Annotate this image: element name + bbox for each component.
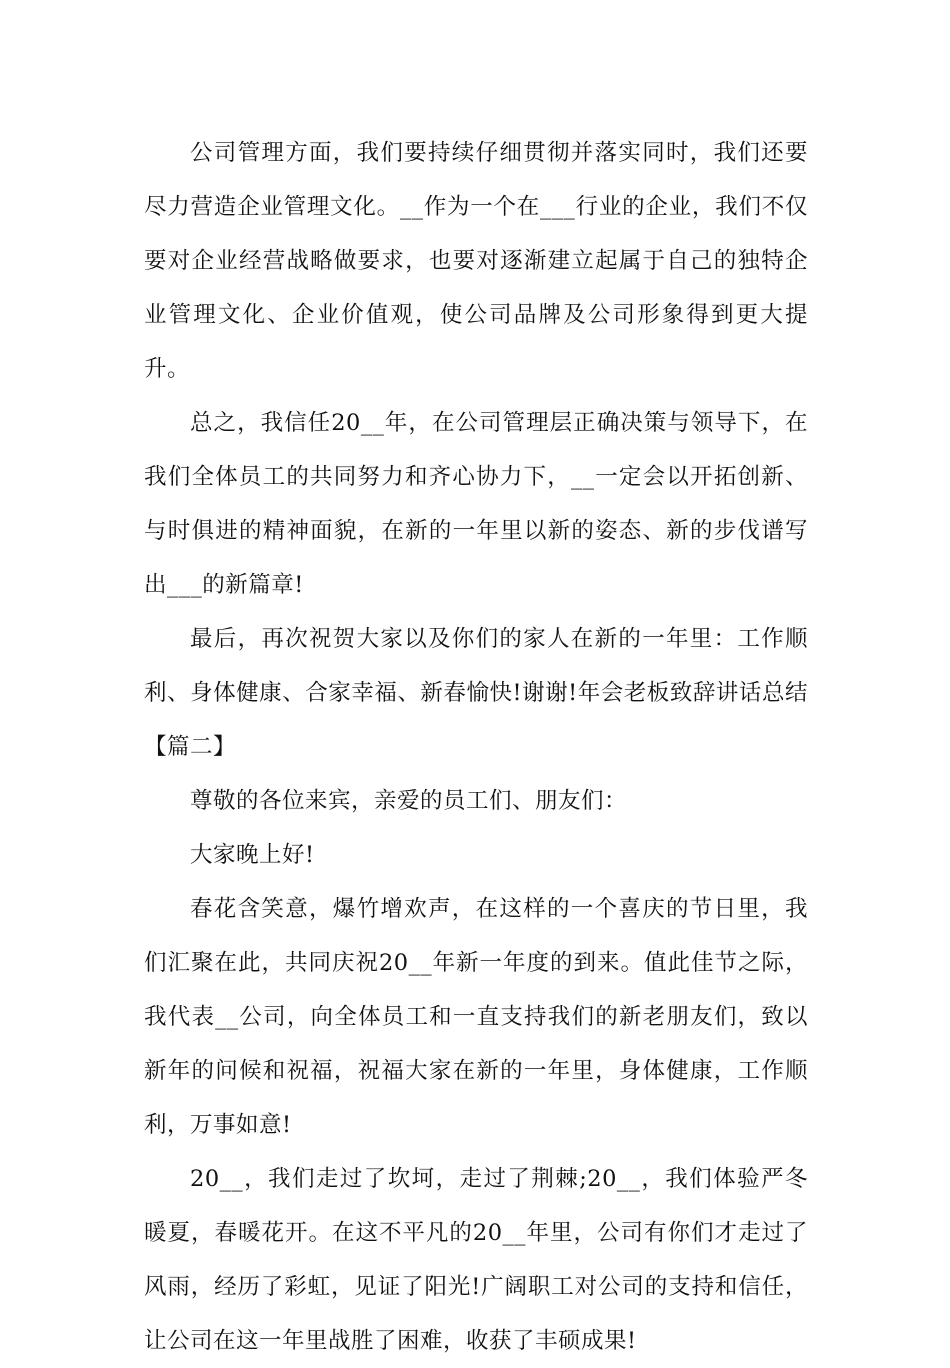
document-body bbox=[144, 126, 808, 1368]
paragraph-management-culture: 公司管理方面，我们要持续仔细贯彻并落实同时，我们还要尽力营造企业管理文化。__作为一个在___行业的企业，我们不仅要对企业经营战略做要求，也要对逐渐建立起属于自己的独特企业管理文化、企业价值观，使公司品牌及公司形象得到更大提升。 bbox=[144, 140, 808, 382]
paragraph-final-wishes: 最后，再次祝贺大家以及你们的家人在新的一年里：工作顺利、身体健康、合家幸福、新春愉快!谢谢!年会老板致辞讲话总结【篇二】 bbox=[144, 626, 808, 760]
paragraph-festival-wishes: 春花含笑意，爆竹增欢声，在这样的一个喜庆的节日里，我们汇聚在此，共同庆祝20__年新一年度的到来。值此佳节之际，我代表__公司，向全体员工和一直支持我们的新老朋友们，致以新年的问候和祝福，祝福大家在新的一年里，身体健康，工作顺利，万事如意! bbox=[144, 896, 808, 1138]
paragraph-greeting-audience: 尊敬的各位来宾，亲爱的员工们、朋友们： bbox=[190, 788, 628, 814]
paragraph-conclusion: 总之，我信任20__年，在公司管理层正确决策与领导下，在我们全体员工的共同努力和齐心协力下，__一定会以开拓创新、与时俱进的精神面貌，在新的一年里以新的姿态、新的步伐谱写出___的新篇章! bbox=[144, 410, 808, 598]
paragraph-good-evening: 大家晚上好! bbox=[190, 842, 315, 868]
paragraph-year-review: 20__，我们走过了坎坷，走过了荆棘;20__，我们体验严冬暖夏，春暖花开。在这不平凡的20__年里，公司有你们才走过了风雨，经历了彩虹，见证了阳光!广阔职工对公司的支持和信任，让公司在这一年里战胜了困难，收获了丰硕成果! bbox=[144, 1166, 808, 1354]
